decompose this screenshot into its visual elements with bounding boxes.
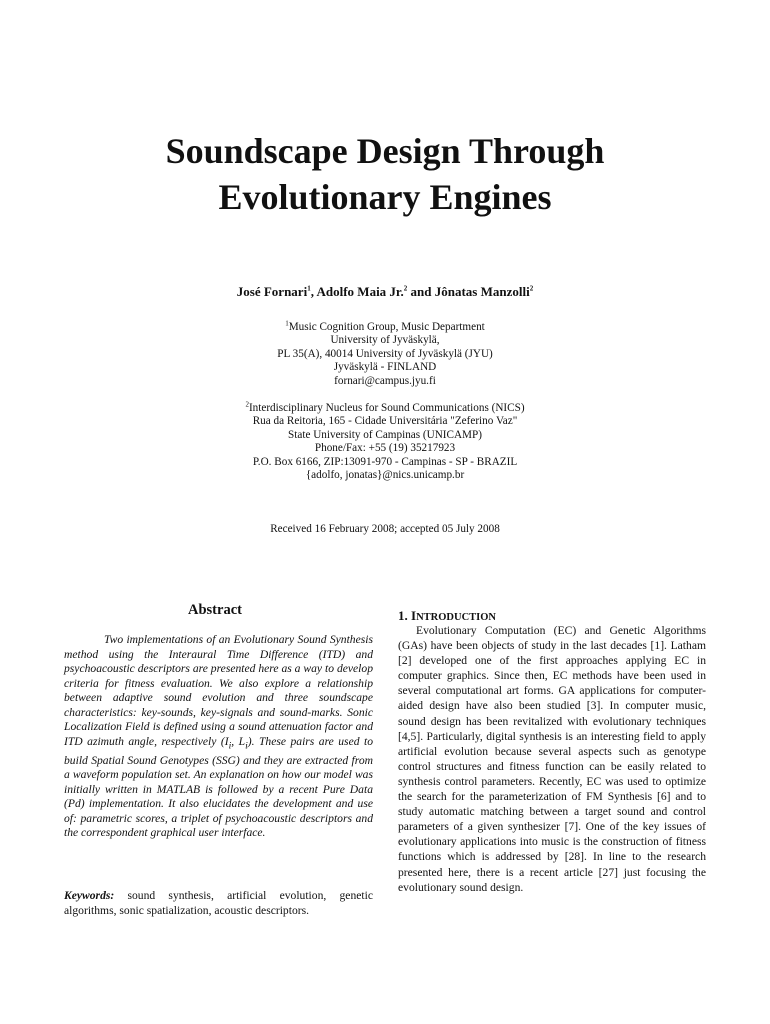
author-name: Adolfo Maia Jr.: [316, 284, 404, 299]
introduction-body: Evolutionary Computation (EC) and Genetic Algorithms (GAs) have been objects of study in the last decades [1]. Latham [2] developed one of the first approaches applying EC in computer graphics. Since then, EC methods have been used in several computational art forms. GA applications for computer-aided design have also been studied [3]. In computer music, sound design has been revitalized with evolutionary techniques [4,5]. Particularly, digital synthesis is an interesting field to apply artificial evolution because several aspects such as genotype control structures and fitness function can be easily related to synthesis control parameters. Recently, EC was used to optimize the search for the parameterization of FM Synthesis [6] and to study automatic matching between a target sound and control parameters of a given synthesizer [7]. One of the key issues of evolutionary applications into music is the construction of fitness functions which is addressed by [28]. In line to the research presented here, there is a recent article [27] just focusing the evolutionary sound design.: [398, 624, 706, 894]
section-number: 1. I: [398, 608, 417, 623]
abstract-heading: Abstract: [188, 602, 242, 618]
affiliation-email: {adolfo, jonatas}@nics.unicamp.br: [305, 469, 465, 482]
affiliation-text: Music Cognition Group, Music Department: [288, 321, 485, 333]
affiliation-line: [0, 402, 770, 415]
affiliation-line: University of Jyväskylä,: [330, 334, 440, 347]
subscript: i: [245, 740, 248, 752]
author-affiliation-mark: 1: [307, 284, 311, 293]
abstract-text: , L: [231, 734, 246, 748]
introduction-heading: [398, 608, 496, 624]
author-name: Jônatas Manzolli: [434, 284, 530, 299]
abstract-body: [64, 633, 373, 841]
author-name: José Fornari: [236, 284, 308, 299]
title-line-2: Evolutionary Engines: [218, 177, 552, 217]
affiliation-line: Phone/Fax: +55 (19) 35217923: [314, 442, 456, 455]
received-dates: Received 16 February 2008; accepted 05 July 2008: [270, 523, 500, 535]
paper-title: [0, 128, 770, 220]
affiliation-line: PL 35(A), 40014 University of Jyväskylä (JYU): [277, 347, 493, 360]
author-affiliation-mark: 2: [529, 284, 534, 293]
abstract-text: Two implementations of an Evolutionary Sound Synthesis method using the Interaural Time Difference (ITD) and psychoacoustic descriptors are presented here as a way to develop criteria for fitness evaluation. We also explore a relationship between adaptive sound evolution and three soundscape characteristics: key-sounds, key-signals and sound-marks. Sonic Localization Field is defined using a sound attenuation factor and ITD azimuth angle, respectively (I: [64, 633, 373, 748]
keywords-label: Keywords:: [64, 889, 115, 902]
keywords-text: sound synthesis, artificial evolution, genetic algorithms, sonic spatialization, acoustic descriptors.: [64, 889, 373, 917]
keywords-paragraph: [64, 889, 373, 918]
title-line-1: Soundscape Design Through: [165, 131, 605, 171]
subscript: i: [228, 740, 232, 752]
author-affiliation-mark: 2: [403, 284, 408, 293]
affiliation-mark: 1: [285, 319, 289, 328]
affiliation-line: Jyväskylä - FINLAND: [333, 361, 437, 374]
affiliation-text: Interdisciplinary Nucleus for Sound Communications (NICS): [248, 402, 525, 414]
affiliation-block-1: [0, 321, 770, 388]
section-title: NTRODUCTION: [416, 612, 496, 623]
affiliation-mark: 2: [245, 400, 249, 409]
author-list: [0, 284, 770, 300]
abstract-text: ). These pairs are used to build Spatial Sound Genotypes (SSG) and they are extracted from a waveform population set. An explanation on how our model was initially written in MATLAB is followed by a recent Pure Data (Pd) implementation. It also elucidates the development and use of: parametric scores, a triplet of psychoacoustic descriptors and the correspondent graphical user interface.: [64, 734, 373, 840]
affiliation-line: Rua da Reitoria, 165 - Cidade Universitária "Zeferino Vaz": [252, 415, 518, 428]
affiliation-block-2: [0, 402, 770, 482]
affiliation-email: fornari@campus.jyu.fi: [334, 374, 436, 387]
affiliation-line: State University of Campinas (UNICAMP): [288, 428, 482, 441]
author-separator: and: [407, 284, 435, 299]
affiliation-line: [0, 321, 770, 334]
author-separator: ,: [310, 284, 317, 299]
affiliation-line: P.O. Box 6166, ZIP:13091-970 - Campinas - SP - BRAZIL: [252, 455, 518, 468]
